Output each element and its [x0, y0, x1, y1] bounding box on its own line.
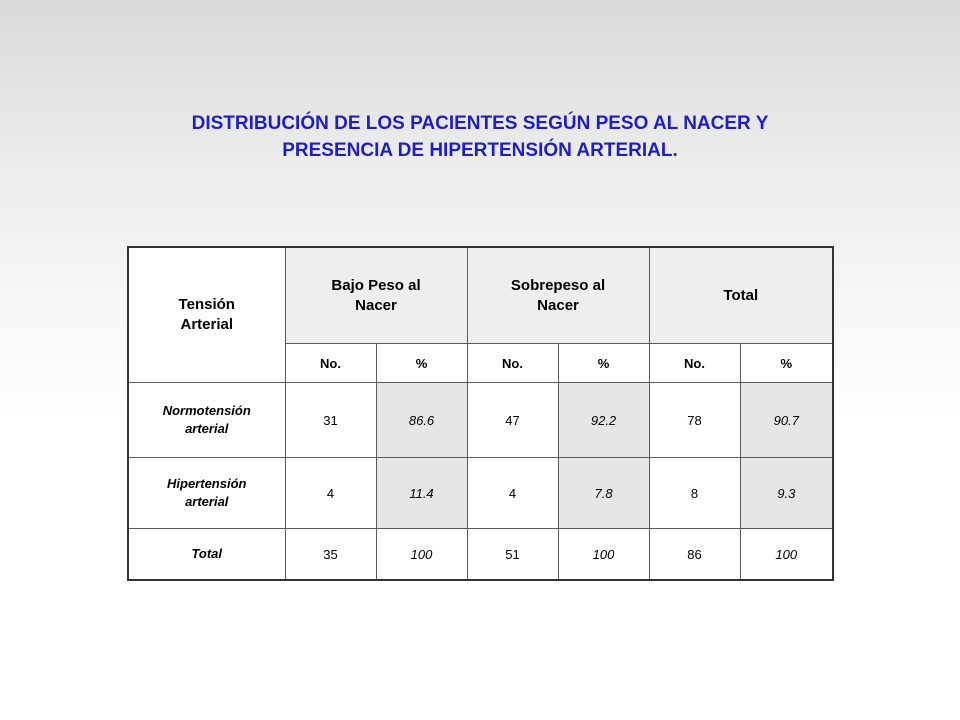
table-cell: 92.2	[558, 383, 649, 458]
subheader-cell: %	[376, 344, 467, 383]
table-cell: 51	[467, 529, 558, 581]
row-label-total: Total	[128, 529, 285, 581]
distribution-table	[127, 246, 834, 581]
table-cell: 11.4	[376, 458, 467, 529]
slide-title-line-1: DISTRIBUCIÓN DE LOS PACIENTES SEGÚN PESO AL NACER Y	[191, 113, 769, 134]
table-cell: 31	[285, 383, 376, 458]
header-tension-arterial: Tensión Arterial	[128, 247, 285, 383]
group-header-row	[128, 247, 833, 344]
table-cell: 35	[285, 529, 376, 581]
table-cell: 8	[649, 458, 740, 529]
header-sobrepeso: Sobrepeso al Nacer	[467, 247, 649, 344]
row-label-hipertension: Hipertensión arterial	[128, 458, 285, 529]
table-cell: 100	[376, 529, 467, 581]
subheader-cell: %	[740, 344, 833, 383]
table-cell: 47	[467, 383, 558, 458]
table-cell: 9.3	[740, 458, 833, 529]
table-row	[128, 383, 833, 458]
header-total: Total	[649, 247, 833, 344]
table-cell: 90.7	[740, 383, 833, 458]
table-cell: 100	[740, 529, 833, 581]
table-cell: 100	[558, 529, 649, 581]
row-label-normotension: Normotensión arterial	[128, 383, 285, 458]
slide-title	[100, 110, 860, 164]
table-row	[128, 529, 833, 581]
table-cell: 86	[649, 529, 740, 581]
subheader-cell: %	[558, 344, 649, 383]
subheader-cell: No.	[467, 344, 558, 383]
subheader-cell: No.	[649, 344, 740, 383]
subheader-cell: No.	[285, 344, 376, 383]
table-cell: 4	[467, 458, 558, 529]
header-bajo-peso: Bajo Peso al Nacer	[285, 247, 467, 344]
table-cell: 4	[285, 458, 376, 529]
table-row	[128, 458, 833, 529]
slide-title-line-2: PRESENCIA DE HIPERTENSIÓN ARTERIAL.	[282, 140, 678, 161]
table-cell: 7.8	[558, 458, 649, 529]
table-cell: 86.6	[376, 383, 467, 458]
table-cell: 78	[649, 383, 740, 458]
